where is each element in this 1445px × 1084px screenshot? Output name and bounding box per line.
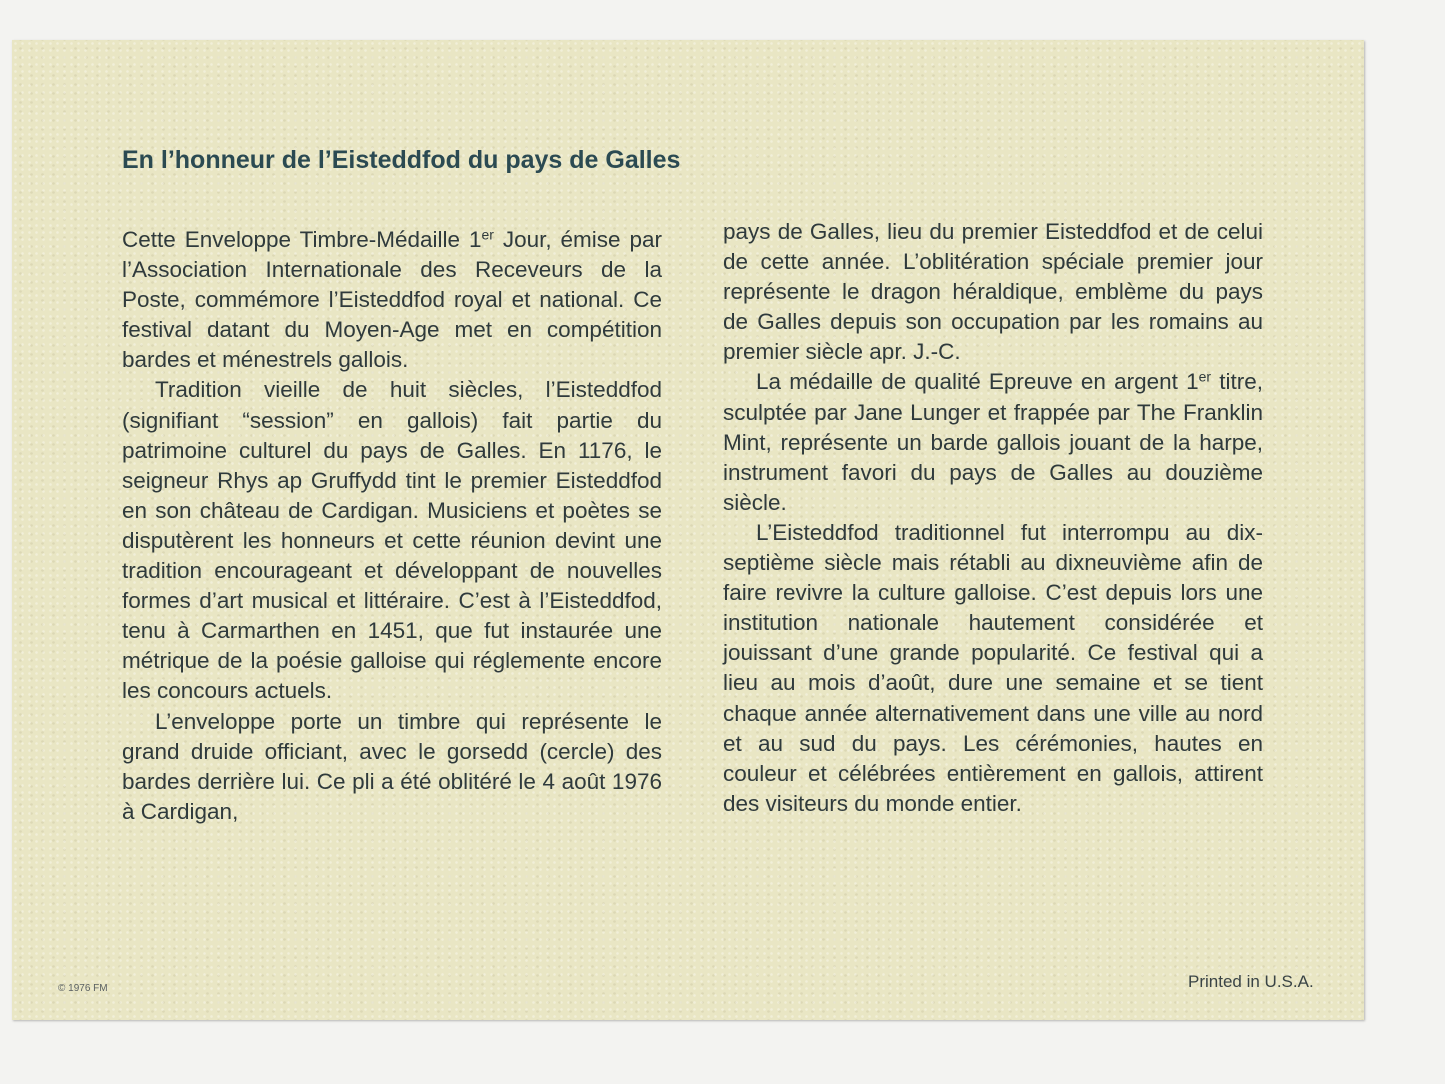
paragraph: pays de Galles, lieu du premier Eisteddfod et de celui de cette année. L’oblitération spéciale premier jour représente le dragon héraldique, emblème du pays de Galles depuis son occupation par les romains au premier siècle apr. J.-C.: [723, 219, 1263, 365]
paragraph: L’enveloppe porte un timbre qui représente le grand druide officiant, avec le gorsedd (cercle) des bardes derrière lui. Ce pli a été oblitéré le 4 août 1976 à Cardigan,: [122, 708, 662, 824]
paragraph-text: Jour, émise par l’Association Internationale des Receveurs de la Poste, commémore l’Eisteddfod royal et national. Ce festival datant du Moyen-Age met en compétition bardes et ménestrels gallois.: [122, 227, 663, 373]
paragraph: [122, 225, 662, 375]
paragraph: L’Eisteddfod traditionnel fut interrompu au dix-septième siècle mais rétabli au dixneuvième afin de faire revivre la culture galloise. C’est depuis lors une institution nationale hautement considérée et jouissant d’une grande popularité. Ce festival qui a lieu au mois d’août, dure une semaine et se tient chaque année alternativement dans une ville au nord et au sud du pays. Les cérémonies, hautes en couleur et célébrées entièrement en gallois, attirent des visiteurs du monde entier.: [723, 519, 1263, 816]
paragraph-text: La médaille de qualité Epreuve en argent 1: [756, 369, 1199, 395]
left-text-column: [122, 225, 662, 827]
paragraph: [723, 367, 1263, 517]
paragraph: Tradition vieille de huit siècles, l’Eisteddfod (signifiant “session” en gallois) fait partie du patrimoine culturel du pays de Galles. En 1176, le seigneur Rhys ap Gruffydd tint le premier Eisteddfod en son château de Cardigan. Musiciens et poètes se disputèrent les honneurs et cette réunion devint une tradition encourageant et développant de nouvelles formes d’art musical et littéraire. C’est à l’Eisteddfod, tenu à Carmarthen en 1451, que fut instaurée une métrique de la poésie galloise qui réglemente encore les concours actuels.: [122, 377, 662, 704]
document-title: En l’honneur de l’Eisteddfod du pays de Galles: [122, 146, 681, 174]
superscript: er: [481, 226, 494, 243]
printed-in-notice: Printed in U.S.A.: [1188, 972, 1314, 991]
insert-card: [12, 40, 1364, 1020]
superscript: er: [1198, 368, 1212, 385]
paragraph-text: Cette Enveloppe Timbre-Médaille 1: [122, 227, 482, 252]
copyright-notice: © 1976 FM: [58, 983, 108, 994]
right-text-column: [723, 217, 1263, 819]
paragraph-text: titre, sculptée par Jane Lunger et frappée par The Franklin Mint, représente un barde gallois jouant de la harpe, instrument favori du pays de Galles au douzième siècle.: [723, 369, 1263, 515]
